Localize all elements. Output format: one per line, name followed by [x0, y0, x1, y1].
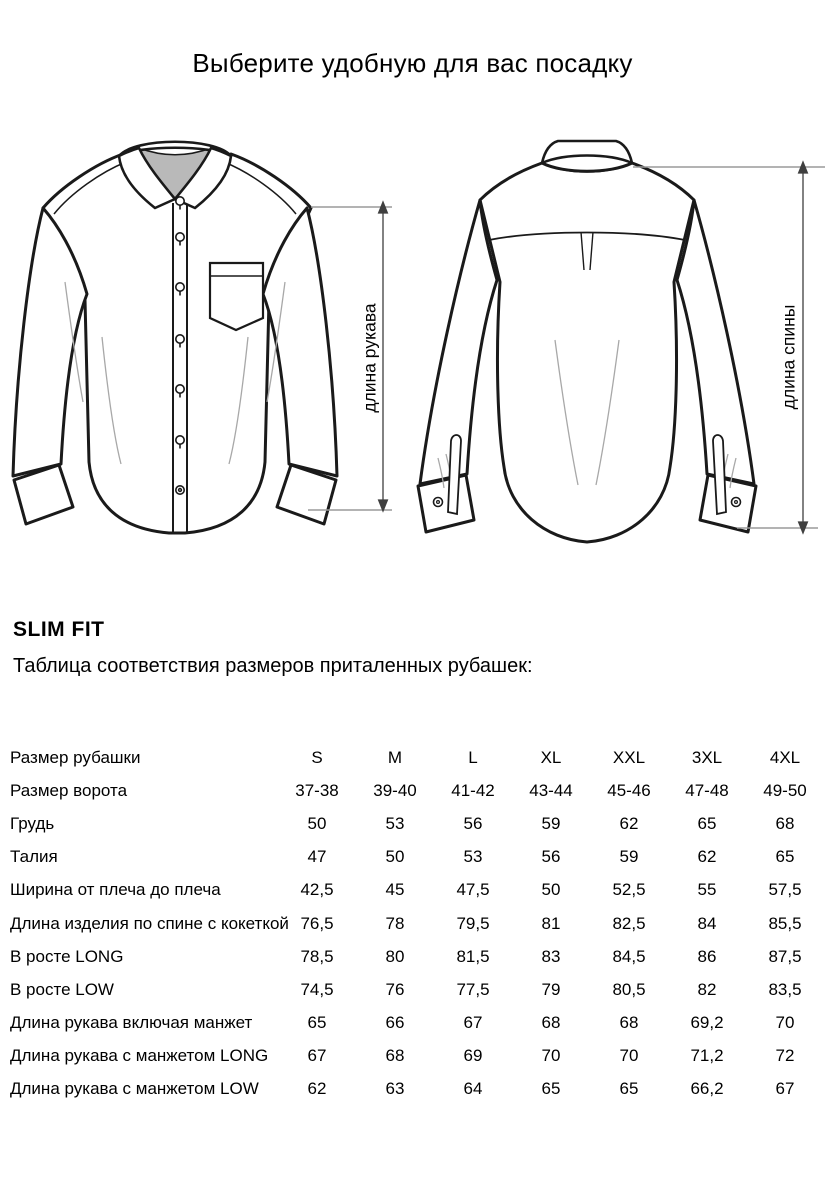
- table-row: [10, 1073, 824, 1106]
- size-value: 68: [385, 1046, 405, 1066]
- size-value: 81,5: [456, 946, 490, 966]
- size-value: 57,5: [768, 880, 802, 900]
- size-value: 47: [307, 847, 327, 867]
- size-value: 65: [541, 1079, 561, 1099]
- row-label: В росте LONG: [10, 946, 124, 966]
- size-value: 45: [385, 880, 405, 900]
- size-value: 41-42: [451, 780, 495, 800]
- table-row: [10, 940, 824, 973]
- size-value: 79: [541, 979, 561, 999]
- table-row: [10, 874, 824, 907]
- row-label: В росте LOW: [10, 979, 114, 999]
- size-value: 84: [697, 913, 717, 933]
- size-value: 45-46: [607, 780, 651, 800]
- table-row: [10, 841, 824, 874]
- slim-fit-heading: SLIM FIT: [13, 618, 105, 641]
- size-value: 43-44: [529, 780, 573, 800]
- size-value: 47-48: [685, 780, 729, 800]
- size-value: 65: [619, 1079, 639, 1099]
- size-value: 3XL: [691, 747, 723, 767]
- size-value: 49-50: [763, 780, 807, 800]
- row-label: Длина изделия по спине с кокеткой: [10, 913, 289, 933]
- size-value: 87,5: [768, 946, 802, 966]
- size-value: 86: [697, 946, 717, 966]
- size-value: 62: [697, 847, 717, 867]
- sleeve-length-label: длина рукава: [359, 303, 380, 413]
- size-value: 66: [385, 1013, 405, 1033]
- size-value: 65: [775, 847, 795, 867]
- row-label: Талия: [10, 847, 58, 867]
- size-value: 76,5: [300, 913, 334, 933]
- table-subtitle: Таблица соответствия размеров приталенных рубашек:: [13, 655, 533, 677]
- size-value: 63: [385, 1079, 405, 1099]
- size-value: 47,5: [456, 880, 490, 900]
- size-value: M: [387, 747, 403, 767]
- size-value: 68: [775, 813, 795, 833]
- size-value: 62: [307, 1079, 327, 1099]
- size-value: 69,2: [690, 1013, 724, 1033]
- size-value: 77,5: [456, 979, 490, 999]
- size-value: 59: [541, 813, 561, 833]
- size-value: XL: [540, 747, 562, 767]
- size-value: 55: [697, 880, 717, 900]
- row-label: Размер рубашки: [10, 747, 141, 767]
- row-label: Грудь: [10, 813, 55, 833]
- size-value: 76: [385, 979, 405, 999]
- size-value: 68: [541, 1013, 561, 1033]
- size-value: S: [311, 747, 323, 767]
- size-value: 81: [541, 913, 561, 933]
- size-value: 68: [619, 1013, 639, 1033]
- size-value: 85,5: [768, 913, 802, 933]
- size-value: 84,5: [612, 946, 646, 966]
- size-value: 42,5: [300, 880, 334, 900]
- table-row: [10, 807, 824, 840]
- size-value: 65: [697, 813, 717, 833]
- size-value: 53: [385, 813, 405, 833]
- row-label: Размер ворота: [10, 780, 128, 800]
- size-value: 82: [697, 979, 717, 999]
- size-value: 79,5: [456, 913, 490, 933]
- size-value: 50: [385, 847, 405, 867]
- back-length-arrow: [799, 162, 808, 533]
- size-value: 78: [385, 913, 405, 933]
- size-value: 56: [463, 813, 483, 833]
- size-value: 70: [619, 1046, 639, 1066]
- size-value: 39-40: [373, 780, 417, 800]
- size-value: 67: [775, 1079, 795, 1099]
- size-value: 82,5: [612, 913, 646, 933]
- size-value: 37-38: [295, 780, 339, 800]
- size-value: 67: [463, 1013, 483, 1033]
- size-value: 56: [541, 847, 561, 867]
- size-value: 80,5: [612, 979, 646, 999]
- row-label: Ширина от плеча до плеча: [10, 880, 221, 900]
- size-value: 67: [307, 1046, 327, 1066]
- size-value: 70: [541, 1046, 561, 1066]
- size-value: 72: [775, 1046, 795, 1066]
- size-value: L: [468, 747, 478, 767]
- size-value: 69: [463, 1046, 483, 1066]
- size-value: XXL: [612, 747, 646, 767]
- size-value: 4XL: [769, 747, 801, 767]
- row-label: Длина рукава включая манжет: [10, 1013, 253, 1033]
- size-value: 78,5: [300, 946, 334, 966]
- size-value: 70: [775, 1013, 795, 1033]
- size-value: 83: [541, 946, 561, 966]
- size-value: 71,2: [690, 1046, 724, 1066]
- size-value: 62: [619, 813, 639, 833]
- size-value: 52,5: [612, 880, 646, 900]
- size-value: 64: [463, 1079, 483, 1099]
- page-title: Выберите удобную для вас посадку: [192, 48, 633, 78]
- size-value: 74,5: [300, 979, 334, 999]
- table-row: [10, 973, 824, 1006]
- row-label: Длина рукава с манжетом LOW: [10, 1079, 259, 1099]
- size-value: 65: [307, 1013, 327, 1033]
- size-value: 66,2: [690, 1079, 724, 1099]
- size-value: 83,5: [768, 979, 802, 999]
- size-value: 50: [541, 880, 561, 900]
- table-row: [10, 907, 824, 940]
- table-row: [10, 741, 824, 774]
- table-row: [10, 1040, 824, 1073]
- leader-lines: [308, 167, 825, 528]
- size-table-body: [10, 741, 824, 1106]
- table-row: [10, 1007, 824, 1040]
- size-value: 80: [385, 946, 405, 966]
- size-value: 50: [307, 813, 327, 833]
- row-label: Длина рукава с манжетом LONG: [10, 1046, 269, 1066]
- table-row: [10, 774, 824, 807]
- size-value: 53: [463, 847, 483, 867]
- size-table: [10, 741, 824, 1106]
- size-value: 59: [619, 847, 639, 867]
- back-length-label: длина спины: [778, 304, 799, 410]
